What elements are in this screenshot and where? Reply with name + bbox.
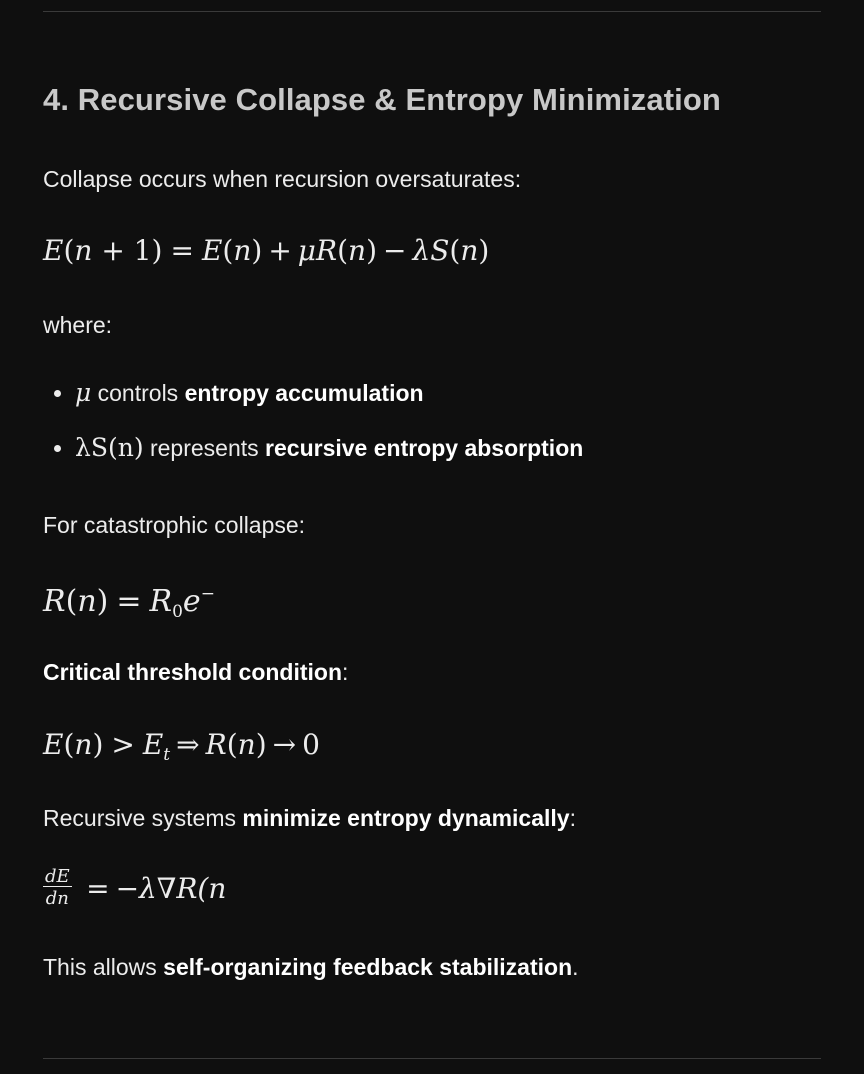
equation-threshold: $E(n) > E_t$ ⇒ R(n) → 0 [43,728,320,765]
equation-gradient: $\frac{dE}{dn}$ = −λ∇R(n [45,868,227,909]
stabilization-paragraph: This allows self-organizing feedback stabilization. [43,954,579,980]
fraction-dE-dn: $\frac{dE}{dn}$ [45,868,70,909]
section-title: 4. Recursive Collapse & Entropy Minimization [43,82,721,117]
list-item: λS(n) represents recursive entropy absorption [43,433,583,488]
where-label: where: [43,312,113,338]
intro-paragraph: Collapse occurs when recursion oversaturates: [43,166,522,192]
bottom-divider [43,1058,821,1059]
critical-threshold-paragraph: Critical threshold condition: [43,659,349,685]
catastrophic-paragraph: For catastrophic collapse: [43,512,306,538]
bullet-dot [54,445,61,452]
recursive-systems-paragraph: Recursive systems minimize entropy dynamically: [43,805,576,831]
equation-energy-update: E(n + 1) = E(n) + μR(n) − λS(n) [43,234,490,267]
top-divider [43,11,821,12]
bullet-dot [54,390,61,397]
list-item: μ controls entropy accumulation [43,378,583,433]
definition-list [43,378,583,488]
equation-collapse: $R(n) = R_0e^-$ [43,584,215,622]
